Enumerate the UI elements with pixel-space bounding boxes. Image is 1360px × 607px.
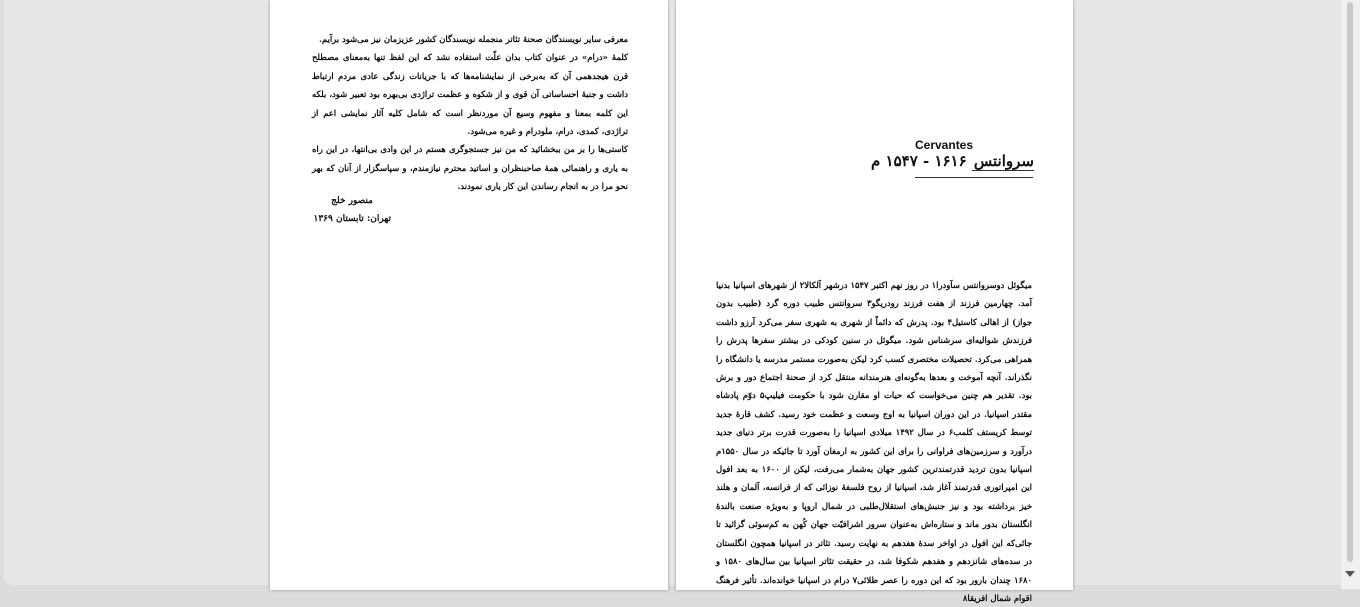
chapter-heading-name: سروانتس — [973, 152, 1034, 170]
chapter-heading-years: ۱۶۱۶ - ۱۵۴۷ م — [871, 152, 967, 170]
heading-rule — [915, 177, 1033, 178]
signature-date: تهران: تابستان ۱۳۶۹ — [313, 214, 391, 224]
paragraph: کاستی‌ها را بر من ببخشائید که من نیز جستجوگری هستم در این وادی بی‌انتها، در این راه به یاری و راهنمائی همهٔ صاحبنظران و اساتید محترم نیازمندم، و سپاسگزار از آنان که بهر نحو مرا در به انجام رساندن این کار یاری نمودند. — [312, 144, 628, 192]
scroll-down-arrow-icon[interactable] — [1345, 571, 1355, 577]
vertical-scrollbar[interactable] — [1341, 0, 1360, 589]
signature-name: منصور خلج — [331, 196, 373, 206]
page-right — [676, 0, 1073, 603]
scrollbar-thumb[interactable] — [1347, 2, 1353, 562]
page-left-text — [312, 30, 628, 196]
paragraph: کلمهٔ «درام» در عنوان کتاب بدان علّت استفاده نشد که این لفظ تنها به‌معنای مصطلح قرن هیجدهمی آن که به‌برخی از نمایشنامه‌ها که با جریانات زندگی عادی مردم ارتباط داشت و جنبهٔ احساساتی آن قوی و از شکوه و عظمت تراژدی بی‌بهره بود تعبیر شود، بلکه این کلمه بمعنا و مفهوم وسیع آن موردنظر است که شامل کلیه آثار نمایشی اعم از تراژدی، کمدی، درام، ملودرام و غیره می‌شود. — [312, 52, 628, 137]
page-right-text — [716, 276, 1032, 607]
chapter-heading — [817, 152, 1034, 171]
paragraph: میگوئل دوسروانتس سآودرا۱ در روز نهم اکتبر ۱۵۴۷ درشهر آلکالا۲ از شهرهای اسپانیا بدنیا آمد. چهارمین فرزند از هفت فرزند رودریگو۳ سروانتس طبیب دوره گرد (طبیب بدون جواز) از اهالی کاستیل۴ بود. پدرش که دائماً از شهری به شهری سفر می‌کرد آرزو داشت فرزندش شوالیه‌ای سرشناس شود. میگوئل در سنین کودکی در بیشتر سفرها پدرش را همراهی می‌کرد. تحصیلات مختصری کسب کرد لیکن به‌صورت مستمر مدرسه یا دانشگاه را نگذراند. آنچه آموخت و بعدها به‌گونه‌ای هنرمندانه منتقل کرد از صحنهٔ اجتماع دور و برش بود. تقدیر هم چنین می‌خواست که حیات او مقارن شود با حکومت فیلیپ۵ دوّم پادشاه مقتدر اسپانیا. در این دوران اسپانیا به اوج وسعت و عظمت خود رسید. کشف قارهٔ جدید توسط کریستف کلمب۶ در سال ۱۴۹۲ میلادی اسپانیا را به‌صورت قدرت برتر دنیای جدید درآورد و سرزمین‌های فراوانی را برای این کشور به ارمغان آورد تا جائیکه در سال ۱۵۵۰م اسپانیا بدون تردید قدرتمندترین کشور جهان به‌شمار می‌رفت، لیکن از ۱۶۰۰ به بعد افول این امپراتوری قدرتمند آغاز شد، اسپانیا از روح فلسفهٔ نوزائی که از فرانسه، آلمان و هلند خیز برداشته بود و نیز جنبش‌های استقلال‌طلبی در شمال اروپا و به‌ویژه صنعت بالندهٔ انگلستان بدور ماند و ستاره‌اش به‌عنوان سرور اشرافیّت جهان کُهن به کم‌سوئی گرائید تا جائی‌که این افول در اواخر سدهٔ هفدهم به نهایت رسید. تئاتر در اسپانیا همچون انگلستان در سده‌های شانزدهم و هفدهم شکوفا شد، در حقیقت تئاتر اسپانیا بین سال‌های ۱۵۸۰ و ۱۶۸۰ چندان بارور بود که این دوره را عصر طلائی۷ درام در اسپانیا خوانده‌اند. تأثیر فرهنگ اقوام شمال افریقا۸ — [716, 280, 1033, 603]
document-viewer[interactable] — [4, 0, 1341, 603]
page-left — [270, 0, 668, 590]
paragraph: معرفی سایر نویسندگان صحنهٔ تئاتر منجمله نویسندگان کشور عزیزمان نیز می‌شود برآیم. — [319, 34, 628, 44]
chapter-heading-latin: Cervantes — [915, 138, 974, 152]
